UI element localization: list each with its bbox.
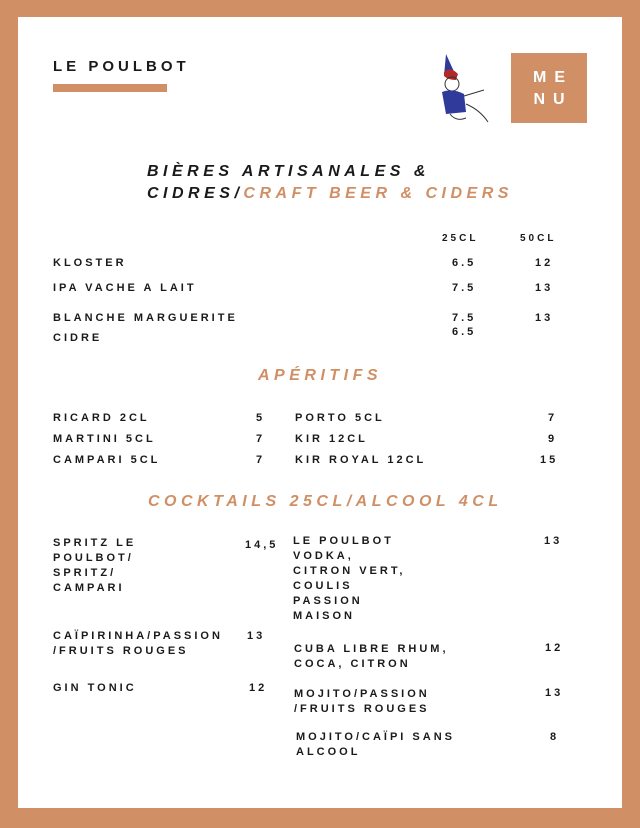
cocktail-name: MOJITO/PASSION /FRUITS ROUGES [294, 688, 430, 715]
aperitif-name: RICARD 2CL [53, 412, 150, 424]
beers-title: BIÈRES ARTISANALES & [147, 163, 430, 180]
beer-price-25: 7.5 [452, 282, 477, 294]
beer-price-25: 7.5 [452, 312, 477, 324]
cocktail-name: MOJITO/CAÏPI SANS ALCOOL [296, 731, 455, 758]
aperitif-name: KIR ROYAL 12CL [295, 454, 427, 466]
beer-price-25: 6.5 [452, 326, 477, 338]
beer-price-25: 6.5 [452, 257, 477, 269]
restaurant-name: LE POULBOT [53, 58, 190, 75]
aperitif-price: 15 [540, 454, 559, 466]
cocktail-price: 8 [550, 731, 560, 743]
aperitif-price: 7 [256, 433, 266, 445]
beer-price-50: 13 [535, 282, 554, 294]
cocktail-price: 12 [545, 642, 564, 654]
beers-title-fr: CIDRES/ [147, 185, 244, 202]
cocktail-name: SPRITZ LE POULBOT/ SPRITZ/ CAMPARI [53, 537, 137, 594]
beer-name: KLOSTER [53, 257, 127, 269]
menu-badge [511, 53, 587, 123]
beer-name: IPA VACHE A LAIT [53, 282, 197, 294]
col-50cl: 50CL [520, 233, 557, 244]
aperitif-price: 7 [548, 412, 558, 424]
cocktail-name: LE POULBOT VODKA, CITRON VERT, COULIS PASSION MAISON [293, 535, 406, 622]
cocktail-name: GIN TONIC [53, 682, 137, 694]
beers-title-en: CRAFT BEER & CIDERS [243, 185, 513, 202]
cocktail-price: 13 [247, 630, 266, 642]
col-25cl: 25CL [442, 233, 479, 244]
beers-title-line2 [147, 185, 513, 203]
aperitif-price: 5 [256, 412, 266, 424]
cocktails-title: COCKTAILS 25CL/ALCOOL 4CL [148, 493, 503, 510]
cocktail-name: CAÏPIRINHA/PASSION /FRUITS ROUGES [53, 630, 223, 657]
aperitif-name: PORTO 5CL [295, 412, 385, 424]
aperitif-name: MARTINI 5CL [53, 433, 156, 445]
cocktail-price: 14,5 [245, 539, 279, 551]
beer-name: BLANCHE MARGUERITE [53, 312, 238, 324]
cocktail-name: CUBA LIBRE RHUM, COCA, CITRON [294, 643, 449, 670]
aperitif-price: 7 [256, 454, 266, 466]
title-underline [53, 84, 167, 92]
beer-price-50: 12 [535, 257, 554, 269]
cocktail-price: 13 [544, 535, 563, 547]
cocktail-price: 12 [249, 682, 268, 694]
cocktail-price: 13 [545, 687, 564, 699]
aperitif-name: CAMPARI 5CL [53, 454, 161, 466]
beer-price-50: 13 [535, 312, 554, 324]
beer-name: CIDRE [53, 332, 103, 344]
aperitif-name: KIR 12CL [295, 433, 368, 445]
aperitif-price: 9 [548, 433, 558, 445]
poulbot-logo-icon [436, 52, 492, 124]
menu-badge-text: ME NU [533, 69, 573, 108]
aperitifs-title: APÉRITIFS [258, 367, 383, 384]
